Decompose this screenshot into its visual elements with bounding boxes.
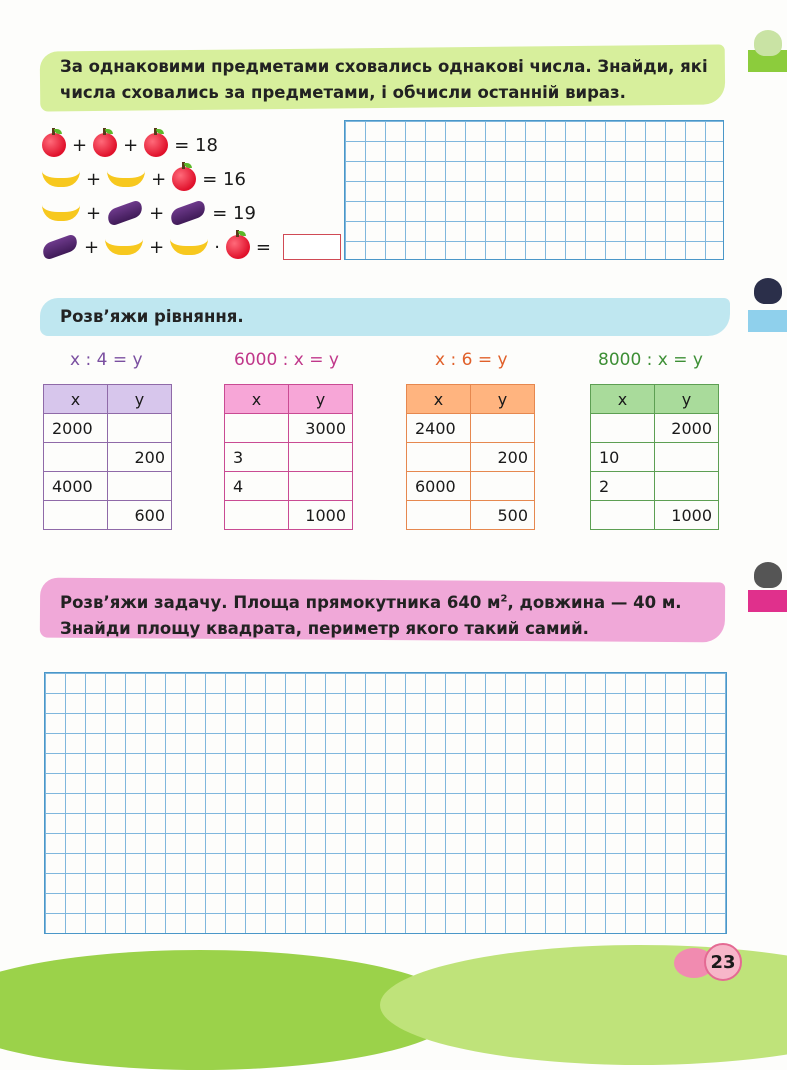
operator: + [123,134,139,156]
table-cell[interactable] [225,501,289,530]
header-y: y [108,385,172,414]
operator: · [214,236,220,258]
table-cell[interactable]: 200 [108,443,172,472]
answer-grid-task3[interactable] [44,672,727,934]
table-cell[interactable]: 1000 [655,501,719,530]
table-cell[interactable] [44,443,108,472]
operator: + [149,236,165,258]
equation-title-3: x : 6 = y [435,350,508,370]
answer-box[interactable] [283,234,341,260]
dog-icon [754,278,782,304]
header-x: x [225,385,289,414]
answer-grid-task1[interactable] [344,120,724,260]
task3-line1: Розв’яжи задачу. Площа прямокутника 640 $м^2$, довжина — 40 м. [60,592,682,612]
table-cell[interactable]: 2000 [655,414,719,443]
operator: + [149,202,165,224]
apple-icon [144,133,168,157]
equation-4 [42,232,341,262]
task1-instruction: За однаковими предметами сховались однакові числа. Знайди, які числа сховались за предметами, і обчисли останній вираз. [60,57,708,102]
header-x: x [591,385,655,414]
table-cell[interactable] [591,414,655,443]
operator: + [72,134,88,156]
banana-icon [105,239,143,255]
table-cell[interactable]: 1000 [289,501,353,530]
table-cell[interactable]: 600 [108,501,172,530]
banana-icon [42,171,80,187]
header-x: x [407,385,471,414]
table-cell[interactable]: 4000 [44,472,108,501]
table-cell[interactable] [591,501,655,530]
table-cell[interactable] [407,501,471,530]
header-y: y [289,385,353,414]
table-cell[interactable] [289,472,353,501]
value-table-3 [406,384,535,530]
table-cell[interactable]: 2000 [44,414,108,443]
mouse-icon [754,30,782,56]
table-cell[interactable] [655,472,719,501]
result: = 19 [212,202,256,224]
eggplant-icon [40,233,79,260]
value-table-2 [224,384,353,530]
task2-instruction: Розв’яжи рівняння. [60,307,244,326]
side-tab-2 [748,310,787,332]
apple-icon [172,167,196,191]
table-cell[interactable]: 3 [225,443,289,472]
apple-icon [93,133,117,157]
operator: + [86,202,102,224]
apple-icon [42,133,66,157]
table-cell[interactable] [108,414,172,443]
equation-1 [42,130,224,160]
value-table-1 [43,384,172,530]
task3-instruction [60,586,730,642]
table-cell[interactable] [407,443,471,472]
equation-title-2: 6000 : x = y [234,350,339,370]
result: = 16 [202,168,246,190]
eggplant-icon [169,199,208,226]
result: = [255,236,272,258]
apple-icon [226,235,250,259]
equation-3 [42,198,262,228]
table-cell[interactable]: 6000 [407,472,471,501]
table-cell[interactable]: 2400 [407,414,471,443]
table-cell[interactable]: 2 [591,472,655,501]
table-cell[interactable]: 10 [591,443,655,472]
table-cell[interactable]: 3000 [289,414,353,443]
table-cell[interactable] [44,501,108,530]
table-cell[interactable] [471,414,535,443]
banana-icon [170,239,208,255]
table-cell[interactable] [471,472,535,501]
task3-line2: Знайди площу квадрата, периметр якого такий самий. [60,618,589,638]
table-cell[interactable]: 4 [225,472,289,501]
equation-2 [42,164,252,194]
table-cell[interactable]: 200 [471,443,535,472]
table-cell[interactable] [225,414,289,443]
banana-icon [42,205,80,221]
operator: + [151,168,167,190]
equation-title-1: x : 4 = y [70,350,143,370]
banana-icon [107,171,145,187]
header-x: x [44,385,108,414]
table-cell[interactable] [655,443,719,472]
header-y: y [471,385,535,414]
table-cell[interactable] [289,443,353,472]
table-cell[interactable] [108,472,172,501]
operator: + [84,236,100,258]
raccoon-icon [754,562,782,588]
result: = 18 [174,134,218,156]
header-y: y [655,385,719,414]
equation-title-4: 8000 : x = y [598,350,703,370]
eggplant-icon [105,199,144,226]
operator: + [86,168,102,190]
value-table-4 [590,384,719,530]
side-tab-3 [748,590,787,612]
table-cell[interactable]: 500 [471,501,535,530]
page-number: 23 [704,943,742,981]
